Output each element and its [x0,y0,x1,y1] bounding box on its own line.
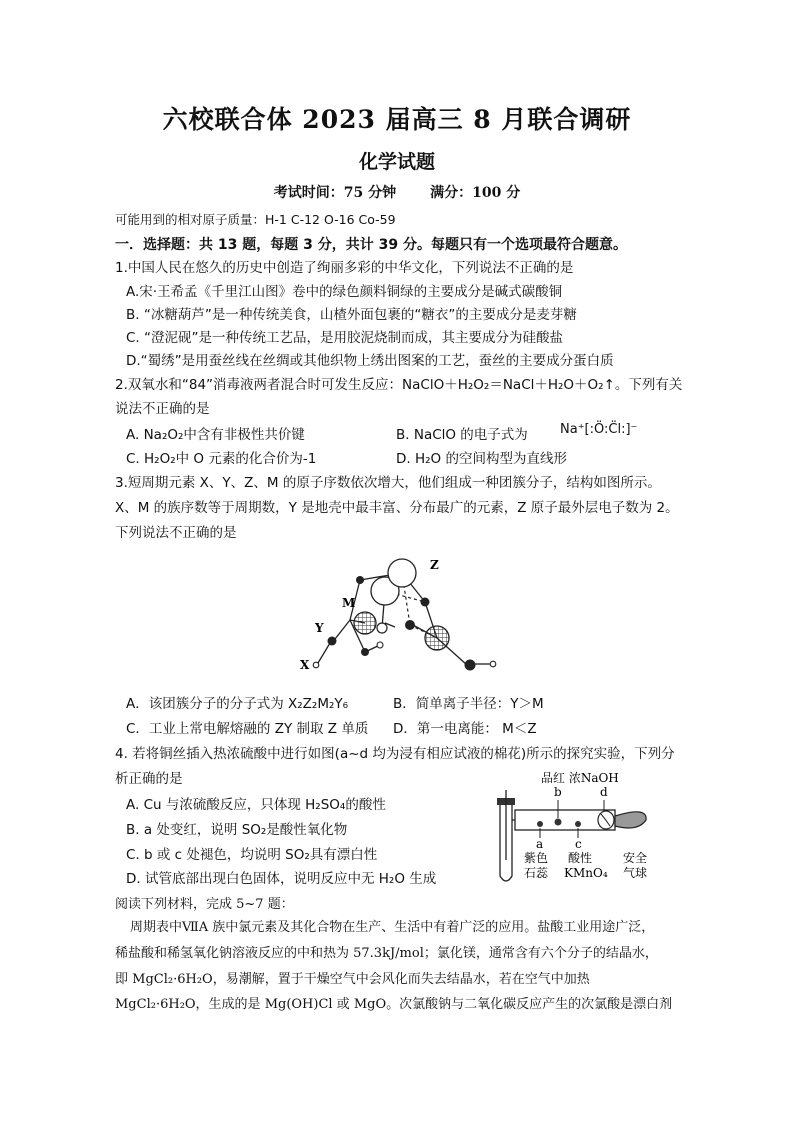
cotton-b [555,819,562,826]
label-z: Z [430,558,439,572]
exam-meta [0,182,794,202]
q4-option-a: A. Cu 与浓硫酸反应，只体现 H₂SO₄的酸性 [126,797,386,813]
apparatus-top-label: 品红 浓NaOH [541,771,619,785]
atom-small-dark-2 [421,598,430,607]
q3-option-d: D．第一电离能： M＜Z [393,721,537,737]
label-m: M [342,596,356,610]
section-heading: 一．选择题：共 13 题，每题 3 分，共计 39 分。每题只有一个选项最符合题意。 [115,237,627,253]
q3-stem: 3.短周期元素 X、Y、Z、M 的原子序数依次增大，他们组成一种团簇分子，结构如图所示。 [115,475,661,491]
atom-small-1 [377,623,387,633]
label-balloon-2: 气球 [623,866,648,880]
glass-tube [515,810,615,830]
atom-small-dark-3 [405,620,415,630]
atomic-masses: 可能用到的相对原子质量：H-1 C-12 O-16 Co-59 [115,212,396,227]
label-balloon-1: 安全 [623,851,648,865]
label-c: c [575,837,582,851]
label-d: d [600,785,608,799]
atom-small-dark [356,576,364,584]
cluster-molecule-figure [290,545,520,680]
q4-option-c: C. b 或 c 处褪色，均说明 SO₂具有漂白性 [126,847,378,863]
apparatus-figure [488,768,668,890]
q2-option-d: D. H₂O 的空间构型为直线形 [396,451,567,467]
q4-option-d: D. 试管底部出现白色固体，说明反应中无 H₂O 生成 [126,871,437,887]
reading-line-3: 即 MgCl₂·6H₂O，易潮解，置于干燥空气中会风化而失去结晶水，若在空气中加热 [115,972,590,987]
label-kmno4-2: KMnO₄ [564,866,608,880]
cotton-a [537,821,543,827]
atom-z-2 [388,559,416,587]
reading-line-1: 周期表中ⅦA 族中氯元素及其化合物在生产、生活中有着广泛的应用。盐酸工业用途广泛， [130,920,655,935]
q4-stem-cont: 析正确的是 [115,771,183,787]
q2-option-c: C. H₂O₂中 O 元素的化合价为-1 [126,451,317,467]
reading-line-4: MgCl₂·6H₂O，生成的是 Mg(OH)Cl 或 MgO。次氯酸钠与二氧化碳反应产生的次氯酸是漂白剂 [115,997,673,1012]
exam-score: 满分：100 分 [430,185,521,201]
atom-small-dark-4 [361,648,369,656]
paper-title: 六校联合体 2023 届高三 8 月联合调研 [162,105,632,134]
label-a: a [536,837,544,851]
q4-option-b: B. a 处变红，说明 SO₂是酸性氧化物 [126,822,348,838]
q3-option-b: B．简单离子半径：Y＞M [393,696,544,712]
q1-stem: 1.中国人民在悠久的历史中创造了绚丽多彩的中华文化，下列说法不正确的是 [115,260,574,276]
reading-line-2: 稀盐酸和稀氢氧化钠溶液反应的中和热为 57.3kJ/mol；氯化镁，通常含有六个分子的结晶水， [115,946,658,961]
atom-small-dark-5 [465,660,476,671]
label-kmno4-1: 酸性 [568,851,593,865]
q1-option-a: A.宋·王希孟《千里江山图》卷中的绿色颜料铜绿的主要成分是碱式碳酸铜 [126,284,563,300]
q4-stem: 4. 若将铜丝插入热浓硫酸中进行如图(a~d 均为浸有相应试液的棉花)所示的探究实验，下列分 [115,746,675,762]
reading-intro: 阅读下列材料，完成 5~7 题： [115,897,294,912]
q3-stem-cont: X、M 的族序数等于周期数，Y 是地壳中最丰富、分布最广的元素，Z 原子最外层电子数为 2。 [115,500,679,516]
q2-stem-cont: 说法不正确的是 [115,401,210,417]
atom-m-2 [425,626,449,650]
atom-m-1 [354,612,376,634]
label-litmus-2: 石蕊 [524,866,549,880]
atom-x [313,662,319,668]
q2-stem: 2.双氧水和“84”消毒液两者混合时可发生反应：NaClO＋H₂O₂＝NaCl＋H₂O＋O₂↑。下列有关 [115,377,683,393]
q3-option-a: A．该团簇分子的分子式为 X₂Z₂M₂Y₆ [126,696,349,712]
q1-option-d: D.“蜀绣”是用蚕丝线在丝绸或其他织物上绣出图案的工艺，蚕丝的主要成分蛋白质 [126,353,614,369]
q1-option-b: B. “冰糖葫芦”是一种传统美食，山楂外面包裹的“糖衣”的主要成分是麦芽糖 [126,307,577,323]
label-x: X [300,658,310,672]
label-litmus-1: 紫色 [524,851,549,865]
label-y: Y [315,621,324,635]
cotton-c [575,821,581,827]
atom-y [328,637,337,646]
paper-subject: 化学试题 [358,151,435,173]
exam-time: 考试时间：75 分钟 [273,185,397,201]
label-b: b [554,785,562,799]
q3-option-c: C．工业上常电解熔融的 ZY 制取 Z 单质 [126,721,369,737]
naclo-electron-formula: Na⁺[:Ö:C̈l:]⁻ [560,422,638,437]
q2-option-b: B. NaClO 的电子式为 [396,427,528,443]
atom-small-2 [377,642,383,648]
q2-option-a: A. Na₂O₂中含有非极性共价键 [126,427,305,443]
safety-balloon [615,812,646,828]
atom-x-2 [490,661,496,667]
q1-option-c: C. “澄泥砚”是一种传统工艺品，是用胶泥烧制而成，其主要成分为硅酸盐 [126,330,563,346]
q3-stem-cont2: 下列说法不正确的是 [115,525,237,541]
